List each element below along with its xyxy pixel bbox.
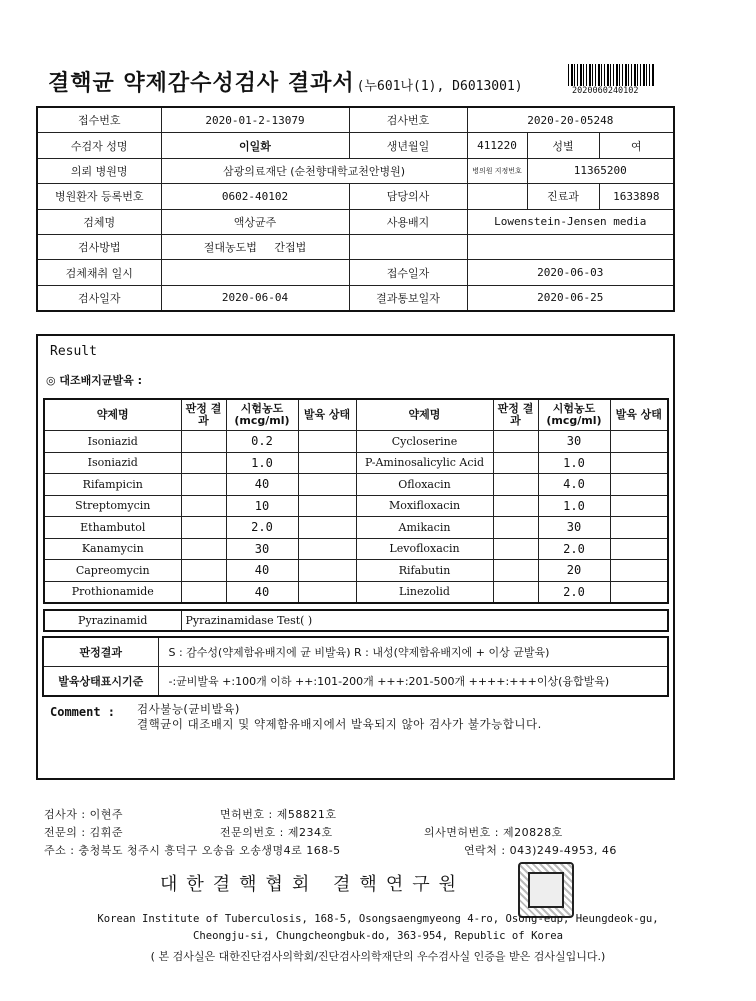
value-test-date: 2020-06-04 <box>161 285 349 311</box>
value-media: Lowenstein-Jensen media <box>467 209 674 234</box>
value-specimen: 액상균주 <box>161 209 349 234</box>
comment-line-1: 검사불능(균비발육) <box>137 702 240 716</box>
label-sex: 성별 <box>527 133 599 158</box>
label-reg-no: 병원환자 등록번호 <box>37 184 161 209</box>
table-row <box>44 431 668 453</box>
drug-drug-cell: Rifampicin <box>44 474 181 496</box>
table-row <box>44 495 668 517</box>
judge-label: 판정결과 <box>43 637 158 667</box>
drug-judge-cell <box>493 517 538 539</box>
drug-drug-cell: Capreomycin <box>44 560 181 582</box>
label-dept: 진료과 <box>527 184 599 209</box>
barcode-number: 2020060240102 <box>572 86 639 96</box>
barcode-icon <box>568 64 654 86</box>
col-judge: 판정 결과 <box>181 399 226 431</box>
value-method <box>161 234 349 259</box>
drug-judge-cell <box>181 538 226 560</box>
drug-drug-cell: Kanamycin <box>44 538 181 560</box>
drug-judge-cell <box>181 474 226 496</box>
value-patient: 이일화 <box>161 133 349 158</box>
comment-text <box>137 702 542 732</box>
method-indirect: 간접법 <box>274 241 307 255</box>
tester-license: 면허번호 : 제58821호 <box>220 808 337 821</box>
drug-drug-cell: Amikacin <box>356 517 493 539</box>
label-hospital-code: 병의원 지정번호 <box>467 158 527 183</box>
drug-conc-cell: 30 <box>226 538 298 560</box>
drug-conc-cell: 1.0 <box>538 452 610 474</box>
growth-criteria-text: -:균비발육 +:100개 이하 ++:101-200개 +++:201-500개 ++++:+++이상(융합발육) <box>158 667 668 697</box>
value-hospital: 삼광의료재단 (순천향대학교천안병원) <box>161 158 467 183</box>
drug-conc-cell: 20 <box>538 560 610 582</box>
label-report: 결과통보일자 <box>349 285 467 311</box>
drug-drug-cell: Ethambutol <box>44 517 181 539</box>
official-seal-icon <box>518 862 574 918</box>
value-test-no: 2020-20-05248 <box>467 107 674 133</box>
drug-judge-cell <box>181 452 226 474</box>
drug-drug-cell: Ofloxacin <box>356 474 493 496</box>
table-row <box>44 538 668 560</box>
judge-text: S : 감수성(약제함유배지에 균 비발육) R : 내성(약제함유배지에 + 이상 균발육) <box>158 637 668 667</box>
value-recv: 2020-06-03 <box>467 260 674 285</box>
drug-drug-cell: P-Aminosalicylic Acid <box>356 452 493 474</box>
value-sex: 여 <box>599 133 674 158</box>
certification-note: ( 본 검사실은 대한진단검사의학회/진단검사의학재단의 우수검사실 인증을 받은 검사실입니다.) <box>150 950 606 963</box>
patient-info-table <box>36 106 675 312</box>
drug-table <box>43 398 669 604</box>
drug-conc-cell: 1.0 <box>538 495 610 517</box>
drug-judge-cell <box>181 517 226 539</box>
drug-conc-cell: 2.0 <box>538 581 610 603</box>
contact: 연락처 : 043)249-4953, 46 <box>464 844 617 857</box>
drug-conc-cell: 30 <box>538 517 610 539</box>
drug-conc-cell: 1.0 <box>226 452 298 474</box>
drug-growth-cell <box>610 474 668 496</box>
drug-judge-cell <box>181 495 226 517</box>
value-reg-no: 0602-40102 <box>161 184 349 209</box>
col-growth: 발육 상태 <box>610 399 668 431</box>
drug-judge-cell <box>493 452 538 474</box>
label-test-date: 검사일자 <box>37 285 161 311</box>
drug-judge-cell <box>493 474 538 496</box>
tester: 검사자 : 이현주 <box>44 808 123 821</box>
drug-growth-cell <box>298 495 356 517</box>
drug-conc-cell: 40 <box>226 560 298 582</box>
drug-drug-cell: Levofloxacin <box>356 538 493 560</box>
drug-conc-cell: 2.0 <box>538 538 610 560</box>
drug-growth-cell <box>298 560 356 582</box>
empty-cell <box>467 234 674 259</box>
drug-growth-cell <box>298 517 356 539</box>
value-dept: 1633898 <box>599 184 674 209</box>
table-row <box>44 581 668 603</box>
label-recv: 접수일자 <box>349 260 467 285</box>
col-drug: 약제명 <box>44 399 181 431</box>
drug-judge-cell <box>493 581 538 603</box>
drug-growth-cell <box>298 452 356 474</box>
pyrazinamide-table <box>43 609 669 632</box>
col-growth: 발육 상태 <box>298 399 356 431</box>
table-row <box>44 474 668 496</box>
organization-name: 대한결핵협회 결핵연구원 <box>160 874 465 895</box>
drug-conc-cell: 40 <box>226 474 298 496</box>
label-collect: 검체채취 일시 <box>37 260 161 285</box>
comment-line-2: 결핵균이 대조배지 및 약제함유배지에서 발육되지 않아 검사가 불가능합니다. <box>137 717 542 731</box>
english-address-1: Korean Institute of Tuberculosis, 168-5, Osongsaengmyeong 4-ro, Osong-eup, Heungdeok-gu, <box>97 913 659 925</box>
drug-judge-cell <box>493 538 538 560</box>
label-method: 검사방법 <box>37 234 161 259</box>
table-row <box>44 517 668 539</box>
value-receipt-no: 2020-01-2-13079 <box>161 107 349 133</box>
pza-drug: Pyrazinamid <box>44 610 181 631</box>
col-drug: 약제명 <box>356 399 493 431</box>
drug-growth-cell <box>610 517 668 539</box>
col-judge: 판정 결과 <box>493 399 538 431</box>
drug-judge-cell <box>493 560 538 582</box>
label-test-no: 검사번호 <box>349 107 467 133</box>
drug-growth-cell <box>610 560 668 582</box>
value-hospital-code: 11365200 <box>527 158 674 183</box>
document-title: 결핵균 약제감수성검사 결과서 (누601나(1), D6013001) <box>48 71 523 96</box>
empty-cell <box>349 234 467 259</box>
drug-growth-cell <box>610 431 668 453</box>
drug-drug-cell: Streptomycin <box>44 495 181 517</box>
label-specimen: 검체명 <box>37 209 161 234</box>
drug-conc-cell: 10 <box>226 495 298 517</box>
specialist: 전문의 : 김휘준 <box>44 826 123 839</box>
method-absolute: 절대농도법 <box>203 241 257 255</box>
drug-drug-cell: Isoniazid <box>44 452 181 474</box>
result-heading: Result <box>50 344 97 359</box>
label-hospital: 의뢰 병원명 <box>37 158 161 183</box>
english-address-2: Cheongju-si, Chungcheongbuk-do, 363-954, Republic of Korea <box>193 930 563 942</box>
table-row <box>44 452 668 474</box>
drug-drug-cell: Isoniazid <box>44 431 181 453</box>
doctor-license: 의사면허번호 : 제20828호 <box>424 826 563 839</box>
col-conc: 시험농도 (mcg/ml) <box>538 399 610 431</box>
drug-conc-cell: 4.0 <box>538 474 610 496</box>
drug-growth-cell <box>298 538 356 560</box>
legend-table <box>42 636 669 697</box>
drug-growth-cell <box>610 495 668 517</box>
address: 주소 : 충청북도 청주시 흥덕구 오송읍 오송생명4로 168-5 <box>44 844 341 857</box>
label-doctor: 담당의사 <box>349 184 467 209</box>
label-media: 사용배지 <box>349 209 467 234</box>
drug-growth-cell <box>298 581 356 603</box>
drug-drug-cell: Cycloserine <box>356 431 493 453</box>
drug-drug-cell: Moxifloxacin <box>356 495 493 517</box>
value-doctor <box>467 184 527 209</box>
value-collect <box>161 260 349 285</box>
drug-growth-cell <box>610 452 668 474</box>
drug-conc-cell: 2.0 <box>226 517 298 539</box>
control-media-growth: ◎ 대조배지균발육 : <box>46 374 143 387</box>
label-receipt-no: 접수번호 <box>37 107 161 133</box>
label-patient: 수검자 성명 <box>37 133 161 158</box>
drug-drug-cell: Prothionamide <box>44 581 181 603</box>
document-code: (누601나(1), D6013001) <box>356 79 523 94</box>
drug-drug-cell: Rifabutin <box>356 560 493 582</box>
drug-growth-cell <box>298 474 356 496</box>
drug-growth-cell <box>610 538 668 560</box>
drug-growth-cell <box>610 581 668 603</box>
label-birth: 생년월일 <box>349 133 467 158</box>
growth-criteria-label: 발육상태표시기준 <box>43 667 158 697</box>
drug-judge-cell <box>181 431 226 453</box>
drug-conc-cell: 40 <box>226 581 298 603</box>
specialist-number: 전문의번호 : 제234호 <box>220 826 333 839</box>
drug-judge-cell <box>493 431 538 453</box>
table-row <box>44 560 668 582</box>
col-conc: 시험농도 (mcg/ml) <box>226 399 298 431</box>
drug-judge-cell <box>181 581 226 603</box>
drug-judge-cell <box>181 560 226 582</box>
drug-judge-cell <box>493 495 538 517</box>
drug-conc-cell: 0.2 <box>226 431 298 453</box>
value-report: 2020-06-25 <box>467 285 674 311</box>
drug-conc-cell: 30 <box>538 431 610 453</box>
drug-drug-cell: Linezolid <box>356 581 493 603</box>
drug-growth-cell <box>298 431 356 453</box>
comment-label: Comment : <box>50 705 116 719</box>
value-birth: 411220 <box>467 133 527 158</box>
pza-test: Pyrazinamidase Test( ) <box>181 610 668 631</box>
